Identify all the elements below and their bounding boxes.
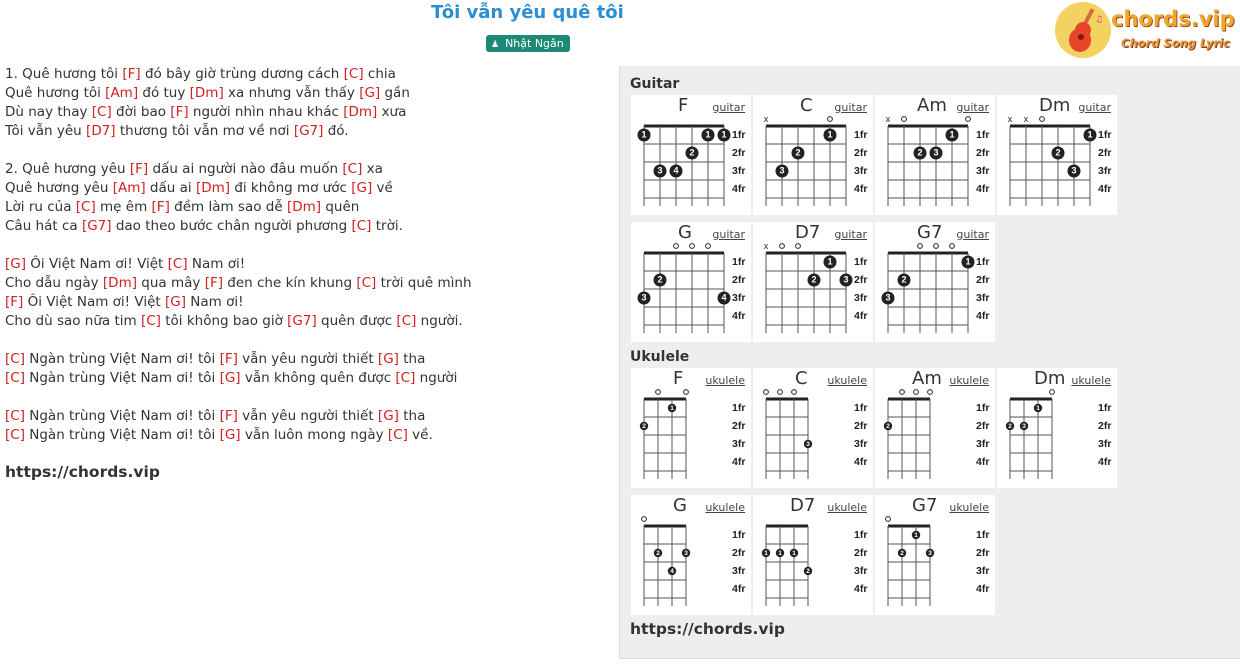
lyric-text: đó tuy [138, 85, 190, 101]
fret-label: 3fr [976, 565, 990, 577]
muted-string-mark: x [885, 114, 891, 124]
chord-tag[interactable]: [C] [351, 218, 372, 234]
chord-tag[interactable]: [G7] [287, 313, 317, 329]
open-string-mark [796, 244, 801, 249]
ukulele-chord-card-dm[interactable] [997, 368, 1117, 488]
open-string-mark [886, 517, 891, 522]
finger-number: 2 [806, 567, 810, 575]
fret-label: 1fr [976, 402, 990, 414]
finger-number: 3 [779, 165, 785, 176]
lyric-text: trời quê mình [376, 275, 472, 291]
finger-number: 3 [806, 440, 810, 448]
lyric-text: Ngàn trùng Việt Nam ơi! tôi [24, 351, 220, 367]
fret-label: 3fr [732, 165, 746, 177]
chord-tag[interactable]: [G7] [293, 123, 324, 139]
chord-name: Am [917, 95, 947, 116]
chord-tag[interactable]: [C] [356, 275, 377, 291]
fret-label: 3fr [854, 565, 868, 577]
lyric-line [5, 407, 605, 426]
finger-number: 1 [721, 129, 727, 140]
lyric-text: Ngàn trùng Việt Nam ơi! tôi [24, 408, 220, 424]
lyric-text: vẫn yêu người thiết [237, 408, 378, 424]
chord-tag[interactable]: [C] [5, 427, 25, 443]
guitar-chord-card-g[interactable] [631, 222, 751, 342]
lyric-text: người [415, 370, 458, 386]
chord-name: Dm [1034, 368, 1066, 389]
finger-number: 3 [933, 147, 939, 158]
logo-tagline: Chord Song Lyric [1121, 36, 1230, 50]
fret-label: 4fr [854, 183, 868, 195]
open-string-mark [928, 390, 933, 395]
finger-number: 2 [795, 147, 801, 158]
ukulele-chord-card-g7[interactable] [875, 495, 995, 615]
finger-number: 3 [843, 274, 849, 285]
chord-tag[interactable]: [F] [219, 351, 238, 367]
lyric-text: Dù nay thay [5, 104, 92, 120]
lyric-text: dấu ai người nào đâu muốn [148, 161, 343, 177]
chord-tag[interactable]: [G] [351, 180, 373, 196]
muted-string-mark: x [1007, 114, 1013, 124]
fret-label: 3fr [854, 438, 868, 450]
lyrics-body [5, 65, 605, 445]
lyric-text: đen che kín khung [223, 275, 357, 291]
lyric-text: Câu hát ca [5, 218, 82, 234]
ukulele-chord-card-d7[interactable] [753, 495, 873, 615]
chord-tag[interactable]: [F] [170, 104, 189, 120]
artist-name: Nhật Ngân [505, 37, 564, 50]
chord-name: Am [912, 368, 942, 389]
chord-tag[interactable]: [F] [219, 408, 238, 424]
open-string-mark [950, 244, 955, 249]
chord-tag[interactable]: [Dm] [195, 180, 231, 196]
lyric-text: chia [363, 66, 396, 82]
fret-label: 2fr [854, 547, 868, 559]
fret-label: 3fr [854, 292, 868, 304]
ukulele-type-link[interactable]: ukulele [705, 374, 745, 387]
site-logo[interactable] [1055, 2, 1235, 62]
chord-name: D7 [790, 495, 816, 516]
chord-tag[interactable]: [D7] [86, 123, 116, 139]
guitar-chord-card-am[interactable] [875, 95, 995, 215]
lyric-text: tha [398, 408, 426, 424]
lyric-text: gần [380, 85, 410, 101]
lyric-text: vẫn không quên được [240, 370, 396, 386]
chord-tag[interactable]: [C] [396, 313, 417, 329]
fret-label: 4fr [854, 583, 868, 595]
lyric-text: Ngàn trùng Việt Nam ơi! tôi [24, 427, 220, 443]
chord-name: G [673, 495, 687, 516]
open-string-mark [642, 517, 647, 522]
lyric-text: quên được [316, 313, 397, 329]
lyric-text: Cho dù sao nữa tim [5, 313, 141, 329]
fret-label: 2fr [732, 274, 746, 286]
chord-tag[interactable]: [C] [395, 370, 416, 386]
guitar-type-link[interactable]: guitar [712, 101, 745, 114]
finger-number: 1 [827, 256, 833, 267]
fret-label: 3fr [1098, 438, 1112, 450]
chord-tag[interactable]: [Dm] [286, 199, 322, 215]
finger-number: 1 [949, 129, 955, 140]
open-string-mark [684, 390, 689, 395]
finger-number: 2 [1055, 147, 1061, 158]
chord-tag[interactable]: [G] [377, 408, 399, 424]
lyrics-site-url[interactable]: https://chords.vip [5, 463, 160, 481]
lyric-text: Quê hương tôi [5, 85, 106, 101]
chord-name: G7 [912, 495, 938, 516]
chord-tag[interactable]: [F] [129, 161, 149, 177]
fret-label: 4fr [976, 310, 990, 322]
guitar-type-link[interactable]: guitar [956, 101, 989, 114]
open-string-mark [778, 390, 783, 395]
chord-tag[interactable]: [C] [5, 408, 25, 424]
lyric-line [5, 65, 605, 84]
fret-label: 4fr [976, 583, 990, 595]
open-string-mark [918, 244, 923, 249]
finger-number: 2 [917, 147, 923, 158]
lyric-text: người. [416, 313, 463, 329]
open-string-mark [706, 244, 711, 249]
fret-label: 1fr [976, 129, 990, 141]
lyric-line [5, 369, 605, 388]
guitar-section-title: Guitar [630, 76, 680, 92]
finger-number: 1 [965, 256, 971, 267]
chord-tag[interactable]: [G] [164, 294, 186, 310]
finger-number: 3 [1022, 422, 1026, 430]
lyric-text: tha [398, 351, 426, 367]
chord-tag[interactable]: [Dm] [343, 104, 378, 120]
chord-tag[interactable]: [G] [359, 85, 381, 101]
artist-badge[interactable] [486, 35, 570, 52]
fret-label: 3fr [854, 165, 868, 177]
fret-label: 1fr [854, 402, 868, 414]
fret-label: 1fr [1098, 129, 1112, 141]
muted-string-mark: x [1023, 114, 1029, 124]
lyric-text: vẫn yêu người thiết [237, 351, 378, 367]
chord-tag[interactable]: [C] [75, 199, 96, 215]
fret-label: 2fr [1098, 147, 1112, 159]
finger-number: 1 [1087, 129, 1093, 140]
guitar-chord-card-f[interactable] [631, 95, 751, 215]
fret-label: 1fr [732, 402, 746, 414]
ukulele-type-link[interactable]: ukulele [949, 374, 989, 387]
finger-number: 2 [1008, 422, 1012, 430]
lyric-text: Ôi Việt Nam ơi! Việt [26, 256, 168, 272]
fret-label: 2fr [976, 547, 990, 559]
lyric-blank-line [5, 141, 605, 160]
lyric-text: đời bao [111, 104, 171, 120]
fret-label: 2fr [732, 420, 746, 432]
fret-label: 2fr [1098, 420, 1112, 432]
fret-label: 1fr [854, 256, 868, 268]
chord-name: C [795, 368, 808, 389]
fret-label: 4fr [854, 456, 868, 468]
ukulele-chord-card-g[interactable] [631, 495, 751, 615]
finger-number: 1 [764, 549, 768, 557]
open-string-mark [1050, 390, 1055, 395]
chord-tag[interactable]: [C] [140, 313, 161, 329]
lyric-text: đi không mơ ước [230, 180, 352, 196]
lyric-text: đềm làm sao dễ [169, 199, 287, 215]
fret-label: 2fr [732, 547, 746, 559]
fret-label: 3fr [1098, 165, 1112, 177]
fret-label: 4fr [976, 456, 990, 468]
guitar-logo-icon [1055, 2, 1111, 58]
lyric-line [5, 160, 605, 179]
fret-label: 4fr [854, 310, 868, 322]
guitar-type-link[interactable]: guitar [1078, 101, 1111, 114]
fret-label: 4fr [732, 183, 746, 195]
lyric-line [5, 217, 605, 236]
chord-tag[interactable]: [Dm] [189, 85, 224, 101]
guitar-chord-card-g7[interactable] [875, 222, 995, 342]
chord-tag[interactable]: [Dm] [102, 275, 137, 291]
lyric-text: Ngàn trùng Việt Nam ơi! tôi [24, 370, 220, 386]
chord-tag[interactable]: [C] [387, 427, 408, 443]
song-title: Tôi vẫn yêu quê tôi [431, 2, 624, 23]
lyric-text: qua mây [137, 275, 205, 291]
lyric-text: xa nhưng vẫn thấy [223, 85, 360, 101]
lyric-text: Nam ơi! [187, 256, 246, 272]
finger-number: 2 [689, 147, 695, 158]
fret-label: 3fr [976, 165, 990, 177]
lyric-text: mẹ êm [95, 199, 152, 215]
ukulele-type-link[interactable]: ukulele [949, 501, 989, 514]
chord-tag[interactable]: [Am] [105, 85, 139, 101]
finger-number: 4 [670, 567, 674, 575]
person-icon: ♟ [491, 40, 500, 50]
finger-number: 1 [778, 549, 782, 557]
finger-number: 1 [705, 129, 711, 140]
chord-tag[interactable]: [G7] [81, 218, 112, 234]
open-string-mark [914, 390, 919, 395]
open-string-mark [902, 117, 907, 122]
chord-name: F [673, 368, 684, 389]
finger-number: 1 [827, 129, 833, 140]
ukulele-chord-card-am[interactable] [875, 368, 995, 488]
open-string-mark [934, 244, 939, 249]
open-string-mark [780, 244, 785, 249]
ukulele-section-title: Ukulele [630, 349, 690, 365]
guitar-type-link[interactable]: guitar [956, 228, 989, 241]
fret-label: 2fr [732, 147, 746, 159]
lyric-text: vẫn luôn mong ngày [240, 427, 388, 443]
lyric-text: xa [362, 161, 383, 177]
ukulele-type-link[interactable]: ukulele [705, 501, 745, 514]
svg-text:♫: ♫ [1095, 15, 1104, 25]
lyric-blank-line [5, 388, 605, 407]
lyric-line [5, 84, 605, 103]
fret-label: 4fr [976, 183, 990, 195]
finger-number: 2 [657, 274, 663, 285]
fret-label: 1fr [732, 256, 746, 268]
lyric-text: quên [321, 199, 360, 215]
finger-number: 2 [656, 549, 660, 557]
lyric-text: xưa [377, 104, 407, 120]
fret-label: 2fr [854, 147, 868, 159]
lyric-line [5, 103, 605, 122]
lyric-text: thương tôi vẫn mơ về nơi [115, 123, 294, 139]
chord-tag[interactable]: [F] [151, 199, 170, 215]
open-string-mark [656, 390, 661, 395]
chord-name: D7 [795, 222, 821, 243]
guitar-chord-card-c[interactable] [753, 95, 873, 215]
fret-label: 1fr [732, 529, 746, 541]
fret-label: 1fr [976, 529, 990, 541]
chord-tag[interactable]: [G] [219, 427, 241, 443]
finger-number: 2 [642, 422, 646, 430]
lyric-text: Ôi Việt Nam ơi! Việt [23, 294, 165, 310]
finger-number: 4 [721, 292, 727, 303]
fret-label: 1fr [854, 129, 868, 141]
fret-label: 2fr [976, 274, 990, 286]
open-string-mark [966, 117, 971, 122]
chord-name: G7 [917, 222, 943, 243]
fret-label: 1fr [732, 129, 746, 141]
lyric-text: dấu ai [145, 180, 196, 196]
lyric-line [5, 122, 605, 141]
logo-brand-text: chords.vip [1111, 7, 1235, 31]
chord-name: Dm [1039, 95, 1071, 116]
lyric-text: Lời ru của [5, 199, 76, 215]
open-string-mark [900, 390, 905, 395]
fret-label: 4fr [732, 456, 746, 468]
chord-tag[interactable]: [C] [167, 256, 188, 272]
lyric-line [5, 426, 605, 445]
finger-number: 2 [886, 422, 890, 430]
chord-tag[interactable]: [C] [91, 104, 112, 120]
lyric-line [5, 179, 605, 198]
fret-label: 4fr [1098, 456, 1112, 468]
finger-number: 3 [1071, 165, 1077, 176]
finger-number: 2 [901, 274, 907, 285]
finger-number: 3 [641, 292, 647, 303]
guitar-chord-card-dm[interactable] [997, 95, 1117, 215]
chord-tag[interactable]: [G] [219, 370, 241, 386]
panel-site-url[interactable]: https://chords.vip [630, 620, 785, 638]
ukulele-type-link[interactable]: ukulele [827, 501, 867, 514]
ukulele-chord-card-f[interactable] [631, 368, 751, 488]
lyric-text: về. [407, 427, 433, 443]
lyric-line [5, 312, 605, 331]
open-string-mark [674, 244, 679, 249]
fret-label: 3fr [732, 565, 746, 577]
fret-label: 3fr [976, 292, 990, 304]
chord-tag[interactable]: [F] [122, 66, 141, 82]
finger-number: 3 [885, 292, 891, 303]
fret-label: 3fr [976, 438, 990, 450]
fret-label: 4fr [1098, 183, 1112, 195]
ukulele-type-link[interactable]: ukulele [827, 374, 867, 387]
lyric-text: đó bây giờ trùng dương cách [140, 66, 344, 82]
fret-label: 1fr [854, 529, 868, 541]
finger-number: 3 [684, 549, 688, 557]
lyric-text: về [372, 180, 393, 196]
chord-tag[interactable]: [C] [5, 351, 25, 367]
lyric-blank-line [5, 236, 605, 255]
finger-number: 4 [673, 165, 679, 176]
fret-label: 1fr [1098, 402, 1112, 414]
lyric-text: người nhìn nhau khác [188, 104, 344, 120]
fret-label: 4fr [732, 583, 746, 595]
lyric-line [5, 274, 605, 293]
finger-number: 1 [914, 531, 918, 539]
lyric-text: Tôi vẫn yêu [5, 123, 87, 139]
fret-label: 2fr [854, 274, 868, 286]
chord-tag[interactable]: [G] [5, 256, 26, 272]
finger-number: 2 [811, 274, 817, 285]
guitar-type-link[interactable]: guitar [834, 101, 867, 114]
lyric-text: đó. [323, 123, 349, 139]
chord-tag[interactable]: [F] [204, 275, 223, 291]
fret-label: 4fr [732, 310, 746, 322]
ukulele-type-link[interactable]: ukulele [1071, 374, 1111, 387]
lyric-line [5, 198, 605, 217]
chord-tag[interactable]: [F] [5, 294, 24, 310]
chord-tag[interactable]: [C] [5, 370, 25, 386]
fret-label: 3fr [732, 438, 746, 450]
lyric-line [5, 350, 605, 369]
finger-number: 1 [670, 404, 674, 412]
guitar-chord-card-d7[interactable] [753, 222, 873, 342]
lyric-text: tôi không bao giờ [160, 313, 288, 329]
fret-label: 3fr [732, 292, 746, 304]
lyric-text: Cho dẫu ngày [5, 275, 103, 291]
chord-name: G [678, 222, 692, 243]
open-string-mark [764, 390, 769, 395]
open-string-mark [1040, 117, 1045, 122]
open-string-mark [828, 117, 833, 122]
lyric-text: trời. [371, 218, 403, 234]
guitar-type-link[interactable]: guitar [834, 228, 867, 241]
chord-tag[interactable]: [Am] [112, 180, 146, 196]
finger-number: 2 [900, 549, 904, 557]
lyric-line [5, 293, 605, 312]
chord-tag[interactable]: [C] [342, 161, 363, 177]
lyric-blank-line [5, 331, 605, 350]
chord-name: F [678, 95, 689, 116]
finger-number: 1 [792, 549, 796, 557]
chord-tag[interactable]: [C] [343, 66, 364, 82]
chord-tag[interactable]: [G] [377, 351, 399, 367]
muted-string-mark: x [763, 114, 769, 124]
fret-label: 1fr [976, 256, 990, 268]
open-string-mark [792, 390, 797, 395]
finger-number: 3 [928, 549, 932, 557]
open-string-mark [690, 244, 695, 249]
chord-name: C [800, 95, 813, 116]
finger-number: 3 [657, 165, 663, 176]
ukulele-chord-card-c[interactable] [753, 368, 873, 488]
fret-label: 2fr [854, 420, 868, 432]
lyric-text: Quê hương yêu [5, 180, 113, 196]
lyric-text: 2. Quê hương yêu [5, 161, 130, 177]
finger-number: 1 [1036, 404, 1040, 412]
fret-label: 2fr [976, 420, 990, 432]
lyric-line [5, 255, 605, 274]
lyric-text: Nam ơi! [185, 294, 244, 310]
lyric-text: 1. Quê hương tôi [5, 66, 123, 82]
finger-number: 1 [641, 129, 647, 140]
guitar-type-link[interactable]: guitar [712, 228, 745, 241]
fret-label: 2fr [976, 147, 990, 159]
lyric-text: dao theo bước chân người phương [111, 218, 352, 234]
muted-string-mark: x [763, 241, 769, 251]
